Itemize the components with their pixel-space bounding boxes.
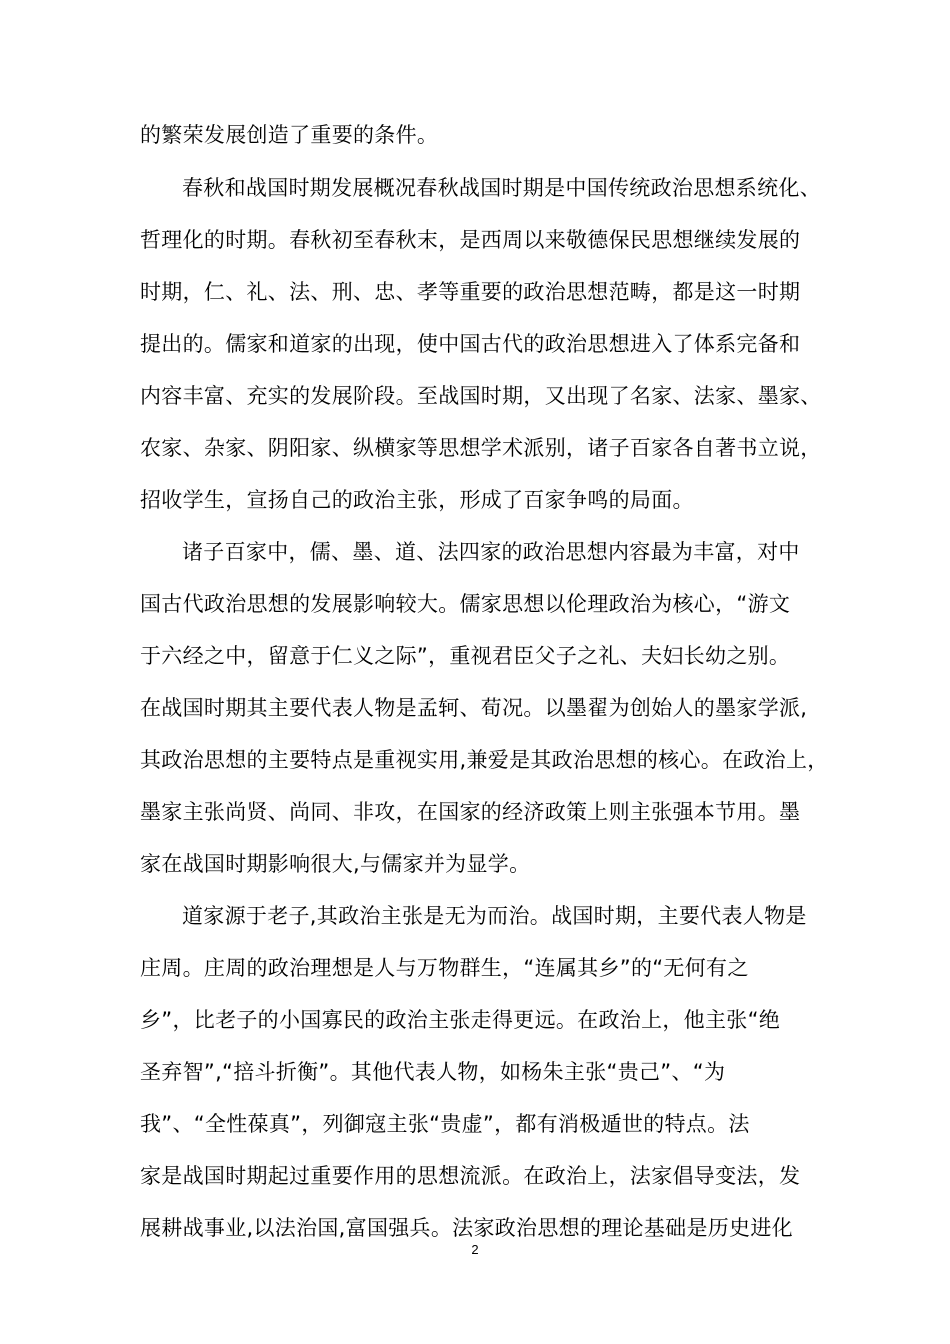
text-line: 在战国时期其主要代表人物是孟轲、荀况。以墨翟为创始人的墨家学派, — [140, 696, 808, 720]
text-line: 招收学生，宣扬自己的政治主张，形成了百家争鸣的局面。 — [140, 488, 694, 512]
paragraph-first-line: 春秋和战国时期发展概况春秋战国时期是中国传统政治思想系统化、 — [182, 176, 821, 200]
text-line: 提出的。儒家和道家的出现，使中国古代的政治思想进入了体系完备和 — [140, 332, 801, 356]
text-line: 墨家主张尚贤、尚同、非攻，在国家的经济政策上则主张强本节用。墨 — [140, 800, 801, 824]
text-line: 哲理化的时期。春秋初至春秋末，是西周以来敬德保民思想继续发展的 — [140, 228, 801, 252]
text-line: 我”、“全性葆真”，列御寇主张“贵虚”，都有消极遁世的特点。法 — [140, 1112, 750, 1136]
text-line: 其政治思想的主要特点是重视实用,兼爱是其政治思想的核心。在政治上， — [140, 748, 829, 772]
text-line: 农家、杂家、阴阳家、纵横家等思想学术派别，诸子百家各自著书立说， — [140, 436, 822, 460]
text-line: 于六经之中，留意于仁义之际”，重视君臣父子之礼、夫妇长幼之别。 — [140, 644, 791, 668]
text-line: 内容丰富、充实的发展阶段。至战国时期，又出现了名家、法家、墨家、 — [140, 384, 822, 408]
text-line: 国古代政治思想的发展影响较大。儒家思想以伦理政治为核心，“游文 — [140, 592, 791, 616]
text-line: 家在战国时期影响很大,与儒家并为显学。 — [140, 852, 531, 876]
text-line: 乡”，比老子的小国寡民的政治主张走得更远。在政治上，他主张“绝 — [140, 1008, 781, 1032]
paragraph-first-line: 道家源于老子,其政治主张是无为而治。战国时期，主要代表人物是 — [182, 904, 807, 928]
page-number: 2 — [471, 1242, 479, 1257]
text-line: 的繁荣发展创造了重要的条件。 — [140, 123, 439, 147]
paragraph-first-line: 诸子百家中，儒、墨、道、法四家的政治思想内容最为丰富，对中 — [182, 540, 800, 564]
text-line: 圣弃智”,“掊斗折衡”。其他代表人物，如杨朱主张“贵己”、“为 — [140, 1060, 726, 1084]
text-line: 庄周。庄周的政治理想是人与万物群生，“连属其乡”的“无何有之 — [140, 956, 749, 980]
text-line: 时期，仁、礼、法、刑、忠、孝等重要的政治思想范畴，都是这一时期 — [140, 280, 801, 304]
text-line: 家是战国时期起过重要作用的思想流派。在政治上，法家倡导变法，发 — [140, 1164, 801, 1188]
text-line: 展耕战事业,以法治国,富国强兵。法家政治思想的理论基础是历史进化 — [140, 1216, 793, 1240]
